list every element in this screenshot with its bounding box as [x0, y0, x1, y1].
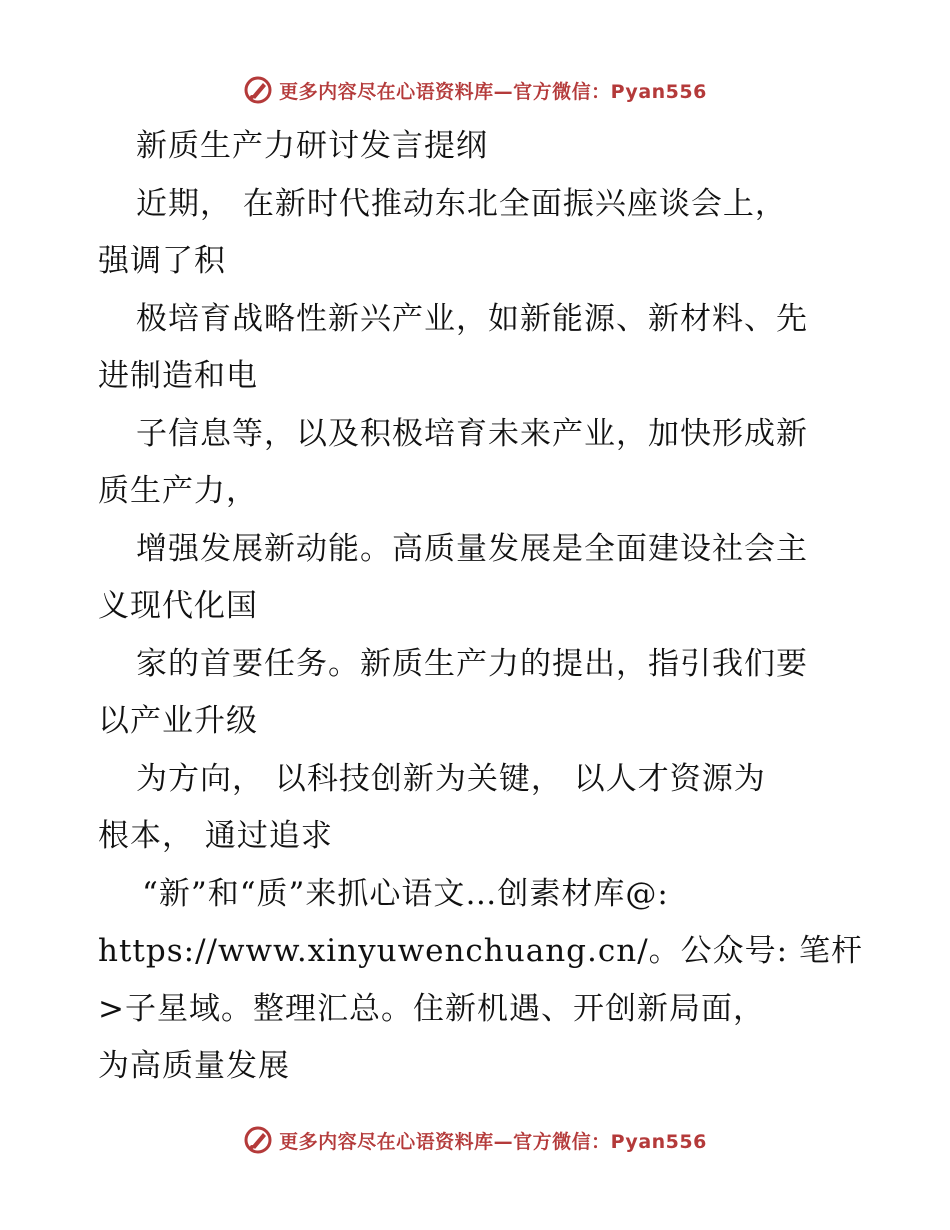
doc-line: “新”和“质”来抓心语文…创素材库@: [142, 875, 669, 912]
header-banner-text: 更多内容尽在心语资料库—官方微信：Pyan556 [279, 80, 707, 103]
doc-line: 子信息等，以及积极培育未来产业，加快形成新 [136, 415, 808, 452]
doc-line: 根本， 通过追求 [98, 818, 333, 854]
pen-logo-icon [243, 75, 273, 105]
doc-line: 进制造和电 [98, 358, 258, 394]
doc-line: 强调了积 [98, 243, 226, 279]
doc-line: 为高质量发展 [98, 1048, 290, 1084]
pen-logo-icon [243, 1125, 273, 1155]
doc-line: 家的首要任务。新质生产力的提出，指引我们要 [136, 645, 808, 682]
doc-line: 增强发展新动能。高质量发展是全面建设社会主 [136, 530, 808, 567]
doc-line: 近期， 在新时代推动东北全面振兴座谈会上， [136, 185, 787, 222]
doc-line: 为方向， 以科技创新为关键， 以人才资源为 [136, 760, 766, 797]
doc-line: 以产业升级 [98, 703, 258, 739]
footer-banner-text: 更多内容尽在心语资料库—官方微信：Pyan556 [279, 1130, 707, 1153]
footer-banner [0, 1120, 950, 1160]
doc-line-link: https://www.xinyuwenchuang.cn/。公众号: 笔杆 [98, 933, 863, 969]
document-body [98, 118, 863, 1096]
doc-title: 新质生产力研讨发言提纲 [136, 128, 488, 164]
doc-line: >子星域。整理汇总。住新机遇、开创新局面， [98, 990, 765, 1027]
doc-line: 义现代化国 [98, 588, 258, 624]
header-banner [0, 70, 950, 110]
doc-line: 质生产力， [98, 473, 258, 509]
doc-line: 极培育战略性新兴产业，如新能源、新材料、先 [136, 300, 808, 337]
